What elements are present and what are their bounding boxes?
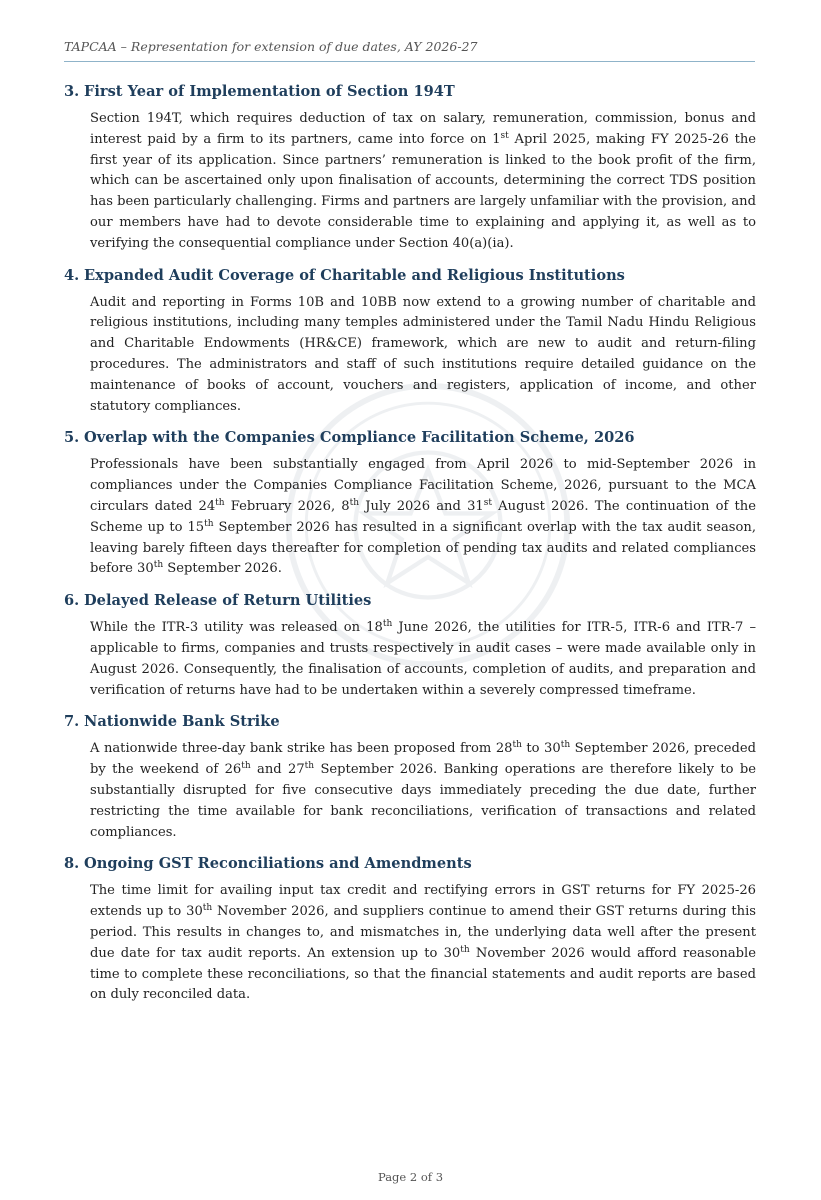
section-title: Expanded Audit Coverage of Charitable and Religious Institutions [84,266,625,284]
ordinal-suffix: th [215,497,225,508]
section [64,428,756,580]
section [64,854,756,1006]
paragraph-text: September 2026. [163,561,282,577]
ordinal-suffix: th [512,740,522,751]
ordinal-suffix: st [500,130,509,141]
section-heading [64,82,756,102]
page-number: Page 2 of 3 [377,1170,444,1184]
header-rule [64,61,755,62]
section-paragraph [90,739,756,843]
section-heading [64,428,756,448]
section [64,712,756,843]
ordinal-suffix: th [460,944,470,955]
section [64,591,756,701]
paragraph-text: November 2026 would afford reasonable time to complete these reconciliations, so that the financial statements and audit reports are based on duly reconciled data. [90,945,756,1003]
paragraph-text: July 2026 and 31 [359,498,484,514]
section-title: Ongoing GST Reconciliations and Amendments [84,855,472,873]
paragraph-text: April 2025, making FY 2025-26 the first year of its application. Since partners’ remuneration is linked to the book profit of the firm, which can be ascertained only upon finalisation of accounts, determining the correct TDS position has been particularly challenging. Firms and partners are largely unfamiliar with the provision, and our members have had to devote considerable time to explaining and applying it, as well as to verifying the consequential compliance under Section 40(a)(ia). [90,131,757,251]
section-number: 4. [64,266,80,284]
paragraph-text: February 2026, 8 [224,498,350,514]
ordinal-suffix: th [202,903,213,914]
paragraph-text: to 30 [521,741,561,757]
paragraph-text: Section 194T, which requires deduction of tax on salary, remuneration, commission, bonus and interest paid by a firm to its partners, came into force on 1 [90,111,756,147]
ordinal-suffix: th [304,761,315,772]
ordinal-suffix: th [241,761,251,772]
section-title: Nationwide Bank Strike [84,713,280,731]
section-paragraph [90,618,756,701]
paragraph-text: August 2026. The continuation of the Scheme up to 15 [90,498,756,535]
section-title: First Year of Implementation of Section 194T [84,83,455,100]
section-number: 6. [64,592,80,610]
section-number: 5. [64,429,80,447]
paragraph-text: June 2026, the utilities for ITR-5, ITR-6 and ITR-7 – applicable to firms, companies and trusts respectively in audit cases – were made available only in August 2026. Consequently, the finalisation of accounts, completion of audits, and preparation and verification of returns have had to be undertaken within a severely compressed timeframe. [90,620,757,698]
paragraph-text: Audit and reporting in Forms 10B and 10BB now extend to a growing number of charitable and religious institutions, including many temples administered under the Tamil Nadu Hindu Religious and Charitable Endowments (HR&CE) framework, which are new to audit and return-filing procedures. The administrators and staff of such institutions require detailed guidance on the maintenance of books of account, vouchers and registers, application of income, and other statutory compliances. [90,294,756,414]
ordinal-suffix: th [204,518,214,529]
paragraph-text: and 27 [250,762,305,778]
ordinal-suffix: th [153,560,164,571]
paragraph-text: Professionals have been substantially engaged from April 2026 to mid-September 2026 in compliances under the Companies Compliance Facilitation Scheme, 2026, pursuant to the MCA circulars dated 24 [90,457,756,514]
section-paragraph [90,109,756,255]
ordinal-suffix: th [382,619,393,630]
paragraph-text: September 2026, preceded by the weekend of 26 [90,741,756,778]
paragraph-text: September 2026 has resulted in a significant overlap with the tax audit season, leaving barely fifteen days thereafter for completion of pending tax audits and related compliances before 30 [90,519,756,577]
section-title: Delayed Release of Return Utilities [84,592,372,610]
paragraph-text: While the ITR-3 utility was released on 18 [90,620,383,636]
section-paragraph [90,455,756,580]
section [64,266,756,418]
ordinal-suffix: st [483,497,492,508]
section-heading [64,591,756,611]
section-paragraph [90,293,756,418]
running-header: TAPCAA – Representation for extension of due dates, AY 2026-27 [64,39,478,54]
document-body [64,82,756,1017]
section-title: Overlap with the Companies Compliance Facilitation Scheme, 2026 [84,429,635,447]
ordinal-suffix: th [349,497,360,508]
paragraph-text: A nationwide three-day bank strike has been proposed from 28 [90,741,513,757]
ordinal-suffix: th [560,740,571,751]
section-heading [64,712,756,732]
paragraph-text: The time limit for availing input tax credit and rectifying errors in GST returns for FY 2025-26 extends up to 30 [90,883,756,920]
section-paragraph [90,881,756,1006]
section-heading [64,854,756,874]
section-heading [64,266,756,286]
paragraph-text: September 2026. Banking operations are therefore likely to be substantially disrupted for five consecutive days immediately preceding the due date, further restricting the time available for bank reconciliations, verification of transactions and related compliances. [90,762,756,840]
section [64,82,756,255]
section-number: 8. [64,855,80,873]
section-number: 7. [64,713,80,731]
section-number: 3. [64,83,80,100]
paragraph-text: November 2026, and suppliers continue to amend their GST returns during this period. This results in changes to, and mismatches in, the underlying data well after the present due date for tax audit reports. An extension up to 30 [90,904,756,961]
